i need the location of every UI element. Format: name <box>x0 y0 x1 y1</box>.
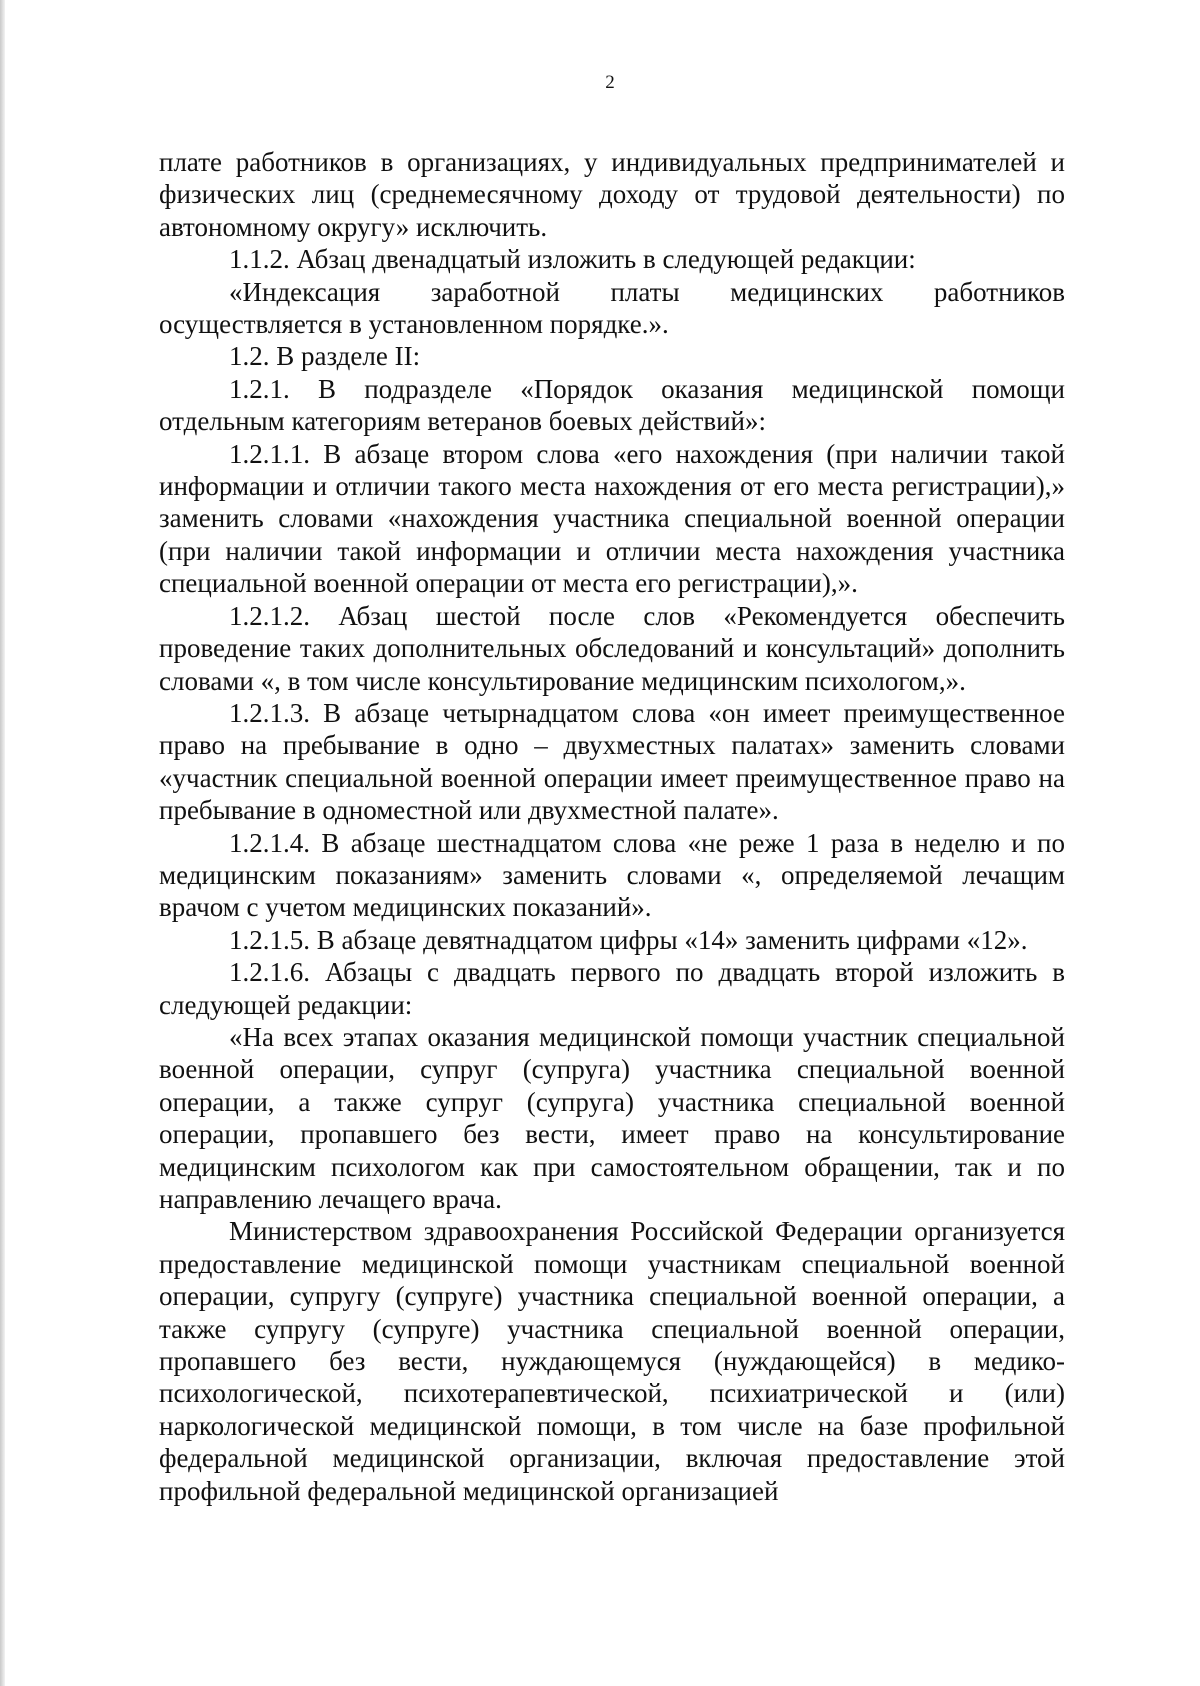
paragraph: 1.2.1.1. В абзаце втором слова «его нахождения (при наличии такой информации и отличии такого места нахождения от его места регистрации),» заменить словами «нахождения участника специальной военной операции (при наличии такой информации и отличии места нахождения участника специальной военной операции от места его регистрации),». <box>159 438 1065 599</box>
scan-edge <box>0 0 5 1686</box>
paragraph: 1.1.2. Абзац двенадцатый изложить в следующей редакции: <box>229 244 916 275</box>
paragraph: 1.2. В разделе II: <box>229 341 421 372</box>
paragraph: 1.2.1.3. В абзаце четырнадцатом слова «он имеет преимущественное право на пребывание в одно – двухместных палатах» заменить словами «участник специальной военной операции имеет преимущественное право на пребывание в одноместной или двухместной палате». <box>159 697 1065 826</box>
page-number: 2 <box>605 72 615 93</box>
paragraph: 1.2.1. В подразделе «Порядок оказания медицинской помощи отдельным категориям ветеранов боевых действий»: <box>159 373 1065 437</box>
paragraph-continuation: плате работников в организациях, у индивидуальных предпринимателей и физических лиц (среднемесячному доходу от трудовой деятельности) по автономному округу» исключить. <box>159 147 1065 242</box>
paragraph: 1.2.1.5. В абзаце девятнадцатом цифры «14» заменить цифрами «12». <box>229 924 1028 955</box>
paragraph: Министерством здравоохранения Российской Федерации организуется предоставление медицинской помощи участникам специальной военной операции, супругу (супруге) участника специальной военной операции, а также супругу (супруге) участника специальной военной операции, пропавшего без вести, нуждающемуся (нуждающейся) в медико-психологической, психотерапевтической, психиатрической и (или) наркологической медицинской помощи, в том числе на базе профильной федеральной медицинской организации, включая предоставление этой профильной федеральной медицинской организацией <box>159 1216 1065 1506</box>
paragraph: 1.2.1.2. Абзац шестой после слов «Рекомендуется обеспечить проведение таких дополнительных обследований и консультаций» дополнить словами «, в том числе консультирование медицинским психологом,». <box>159 600 1065 696</box>
paragraph: 1.2.1.4. В абзаце шестнадцатом слова «не реже 1 раза в неделю и по медицинским показаниям» заменить словами «, определяемой лечащим врачом с учетом медицинских показаний». <box>159 827 1065 923</box>
paragraph: «На всех этапах оказания медицинской помощи участник специальной военной операции, супруг (супруга) участника специальной военной операции, а также супруг (супруга) участника специальной военной операции, пропавшего без вести, имеет право на консультирование медицинским психологом как при самостоятельном обращении, так и по направлению лечащего врача. <box>159 1021 1065 1214</box>
document-body <box>159 146 1065 1507</box>
paragraph: «Индексация заработной платы медицинских работников осуществляется в установленном порядке.». <box>159 276 1065 340</box>
paragraph: 1.2.1.6. Абзацы с двадцать первого по двадцать второй изложить в следующей редакции: <box>159 957 1065 1020</box>
